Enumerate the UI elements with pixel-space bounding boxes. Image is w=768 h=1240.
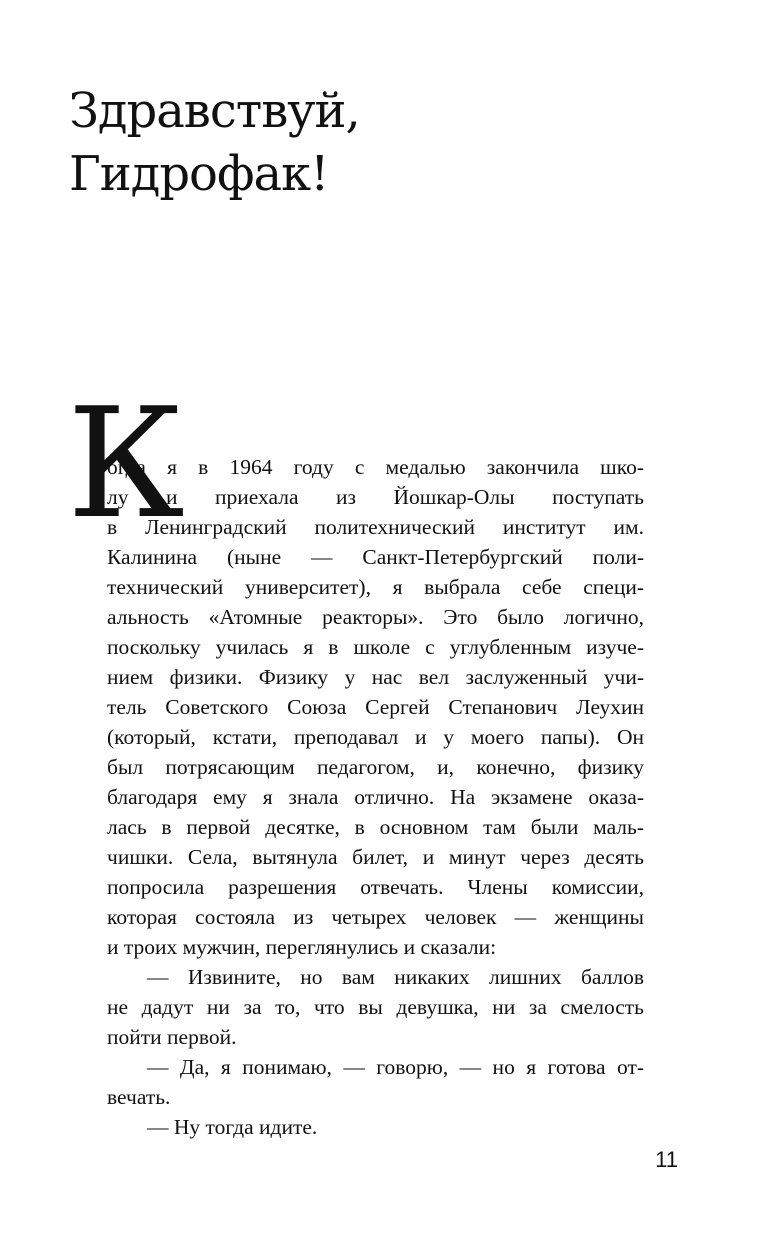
text-line: попросила разрешения отвечать. Члены комиссии, [107, 875, 644, 899]
text-line: в Ленинградский политехнический институт им. [107, 515, 644, 539]
drop-cap: К [67, 375, 181, 552]
text-line: альность «Атомные реакторы». Это было логично, [107, 605, 644, 629]
text-line: лась в первой десятке, в основном там были маль- [107, 815, 644, 839]
text-line: огда я в 1964 году с медалью закончила шко- [107, 455, 644, 479]
text-line: чишки. Села, вытянула билет, и минут через десять [107, 845, 644, 869]
chapter-title-line: Здравствуй, [69, 83, 360, 139]
text-line: был потрясающим педагогом, и, конечно, физику [107, 755, 644, 779]
dialogue-line: — Ну тогда идите. [147, 1115, 318, 1139]
text-line: (который, кстати, преподавал и у моего папы). Он [107, 725, 644, 749]
dialogue-line: — Да, я понимаю, — говорю, — но я готова от- [147, 1055, 644, 1079]
text-line: благодаря ему я знала отлично. На экзамене оказа- [107, 785, 644, 809]
text-line: технический университет), я выбрала себе специ- [107, 575, 644, 599]
dropcap-text-block [107, 452, 644, 512]
text-line: и троих мужчин, переглянулись и сказали: [107, 935, 497, 959]
text-line: Калинина (ныне — Санкт-Петербургский поли- [107, 545, 644, 569]
dialogue-line: — Извините, но вам никаких лишних баллов [147, 965, 644, 989]
text-line: нием физики. Физику у нас вел заслуженный учи- [107, 665, 644, 689]
chapter-title-line: Гидрофак! [69, 146, 329, 202]
page-number: 11 [655, 1147, 678, 1172]
dialogue-line: не дадут ни за то, что вы девушка, ни за смелость [107, 995, 644, 1019]
paragraph-1 [107, 512, 644, 1142]
dialogue-line: вечать. [107, 1085, 171, 1109]
chapter-title [69, 80, 360, 206]
text-line: лу и приехала из Йошкар-Олы поступать [107, 485, 644, 509]
text-line: поскольку училась я в школе с углубленным изуче- [107, 635, 644, 659]
dialogue-line: пойти первой. [107, 1025, 237, 1049]
text-line: которая состояла из четырех человек — женщины [107, 905, 644, 929]
text-line: тель Советского Союза Сергей Степанович Леухин [107, 695, 644, 719]
